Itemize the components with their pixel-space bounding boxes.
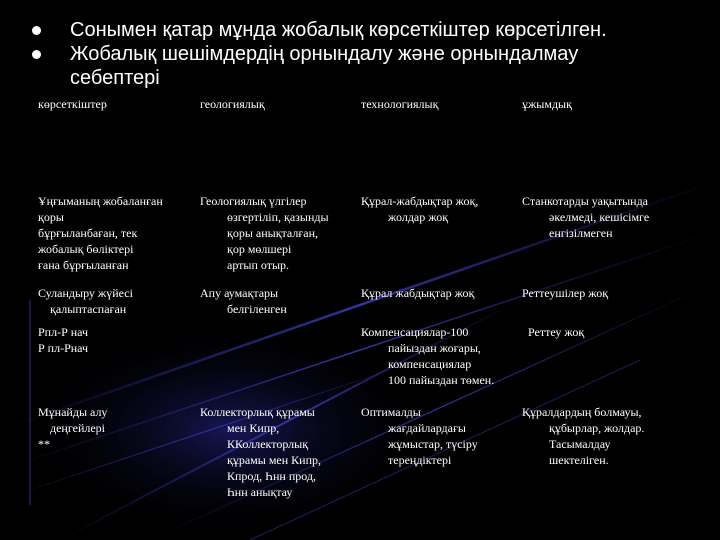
bullet-text: себептері xyxy=(70,67,160,89)
table-cell: Станкотарды уақытында әкелмеді, кешісімге енгізілмеген xyxy=(522,194,650,240)
table-cell: Коллекторлық құрамы мен Кипр, ККоллекторлық құрамы мен Кипр, Кпрод, Һнн прод, Һнн анықтау xyxy=(200,405,322,499)
table-cell: Апу аумақтары белгіленген xyxy=(200,286,287,316)
table-cell: Рпл-Р нач Р пл-Рнач xyxy=(38,325,89,355)
column-header: технологиялық xyxy=(361,97,439,111)
column-header: ұжымдық xyxy=(522,97,572,111)
table-cell: Компенсациялар-100 пайыздан жоғары, компенсациялар 100 пайыздан төмен. xyxy=(361,325,495,387)
table-cell: Құрал жабдықтар жоқ xyxy=(361,286,475,300)
bullet-text: Сонымен қатар мұнда жобалық көрсеткіштер көрсетілген. xyxy=(70,19,607,41)
table-cell: Оптималды жағдайлардағы жұмыстар, түсіру тереңдіктері xyxy=(361,405,478,467)
table-cell: Құрал-жабдықтар жоқ, жолдар жоқ xyxy=(361,194,479,224)
bullet-dot-icon xyxy=(32,26,41,35)
bullet-dot-icon xyxy=(32,50,41,59)
table-cell: Құралдардың болмауы, құбырлар, жолдар. Тасымалдау шектеліген. xyxy=(522,405,645,467)
table-cell: Суландыру жүйесі қалыптаспаған xyxy=(38,286,133,316)
bullet-text: Жобалық шешімдердің орнындалу және орнындалмау xyxy=(70,43,579,65)
bullet-list xyxy=(30,18,690,90)
table-cell: Реттеушілер жоқ xyxy=(522,286,609,300)
bullet-item xyxy=(30,18,690,42)
column-header: көрсеткіштер xyxy=(38,97,107,111)
table-cell: Ұңғыманың жобаланған қоры бұрғыланбаған, тек жобалық бөліктері ғана бұрғыланған xyxy=(38,194,163,272)
table-cell: Мұнайды алу деңгейлері ** xyxy=(38,405,108,451)
table-cell: Реттеу жоқ xyxy=(528,325,585,339)
column-header: геологиялық xyxy=(200,97,265,111)
table-cell: Геологиялық үлгілер өзгертіліп, қазынды қоры анықталған, қор мөлшері артып отыр. xyxy=(200,194,329,272)
bullet-item xyxy=(30,42,690,90)
